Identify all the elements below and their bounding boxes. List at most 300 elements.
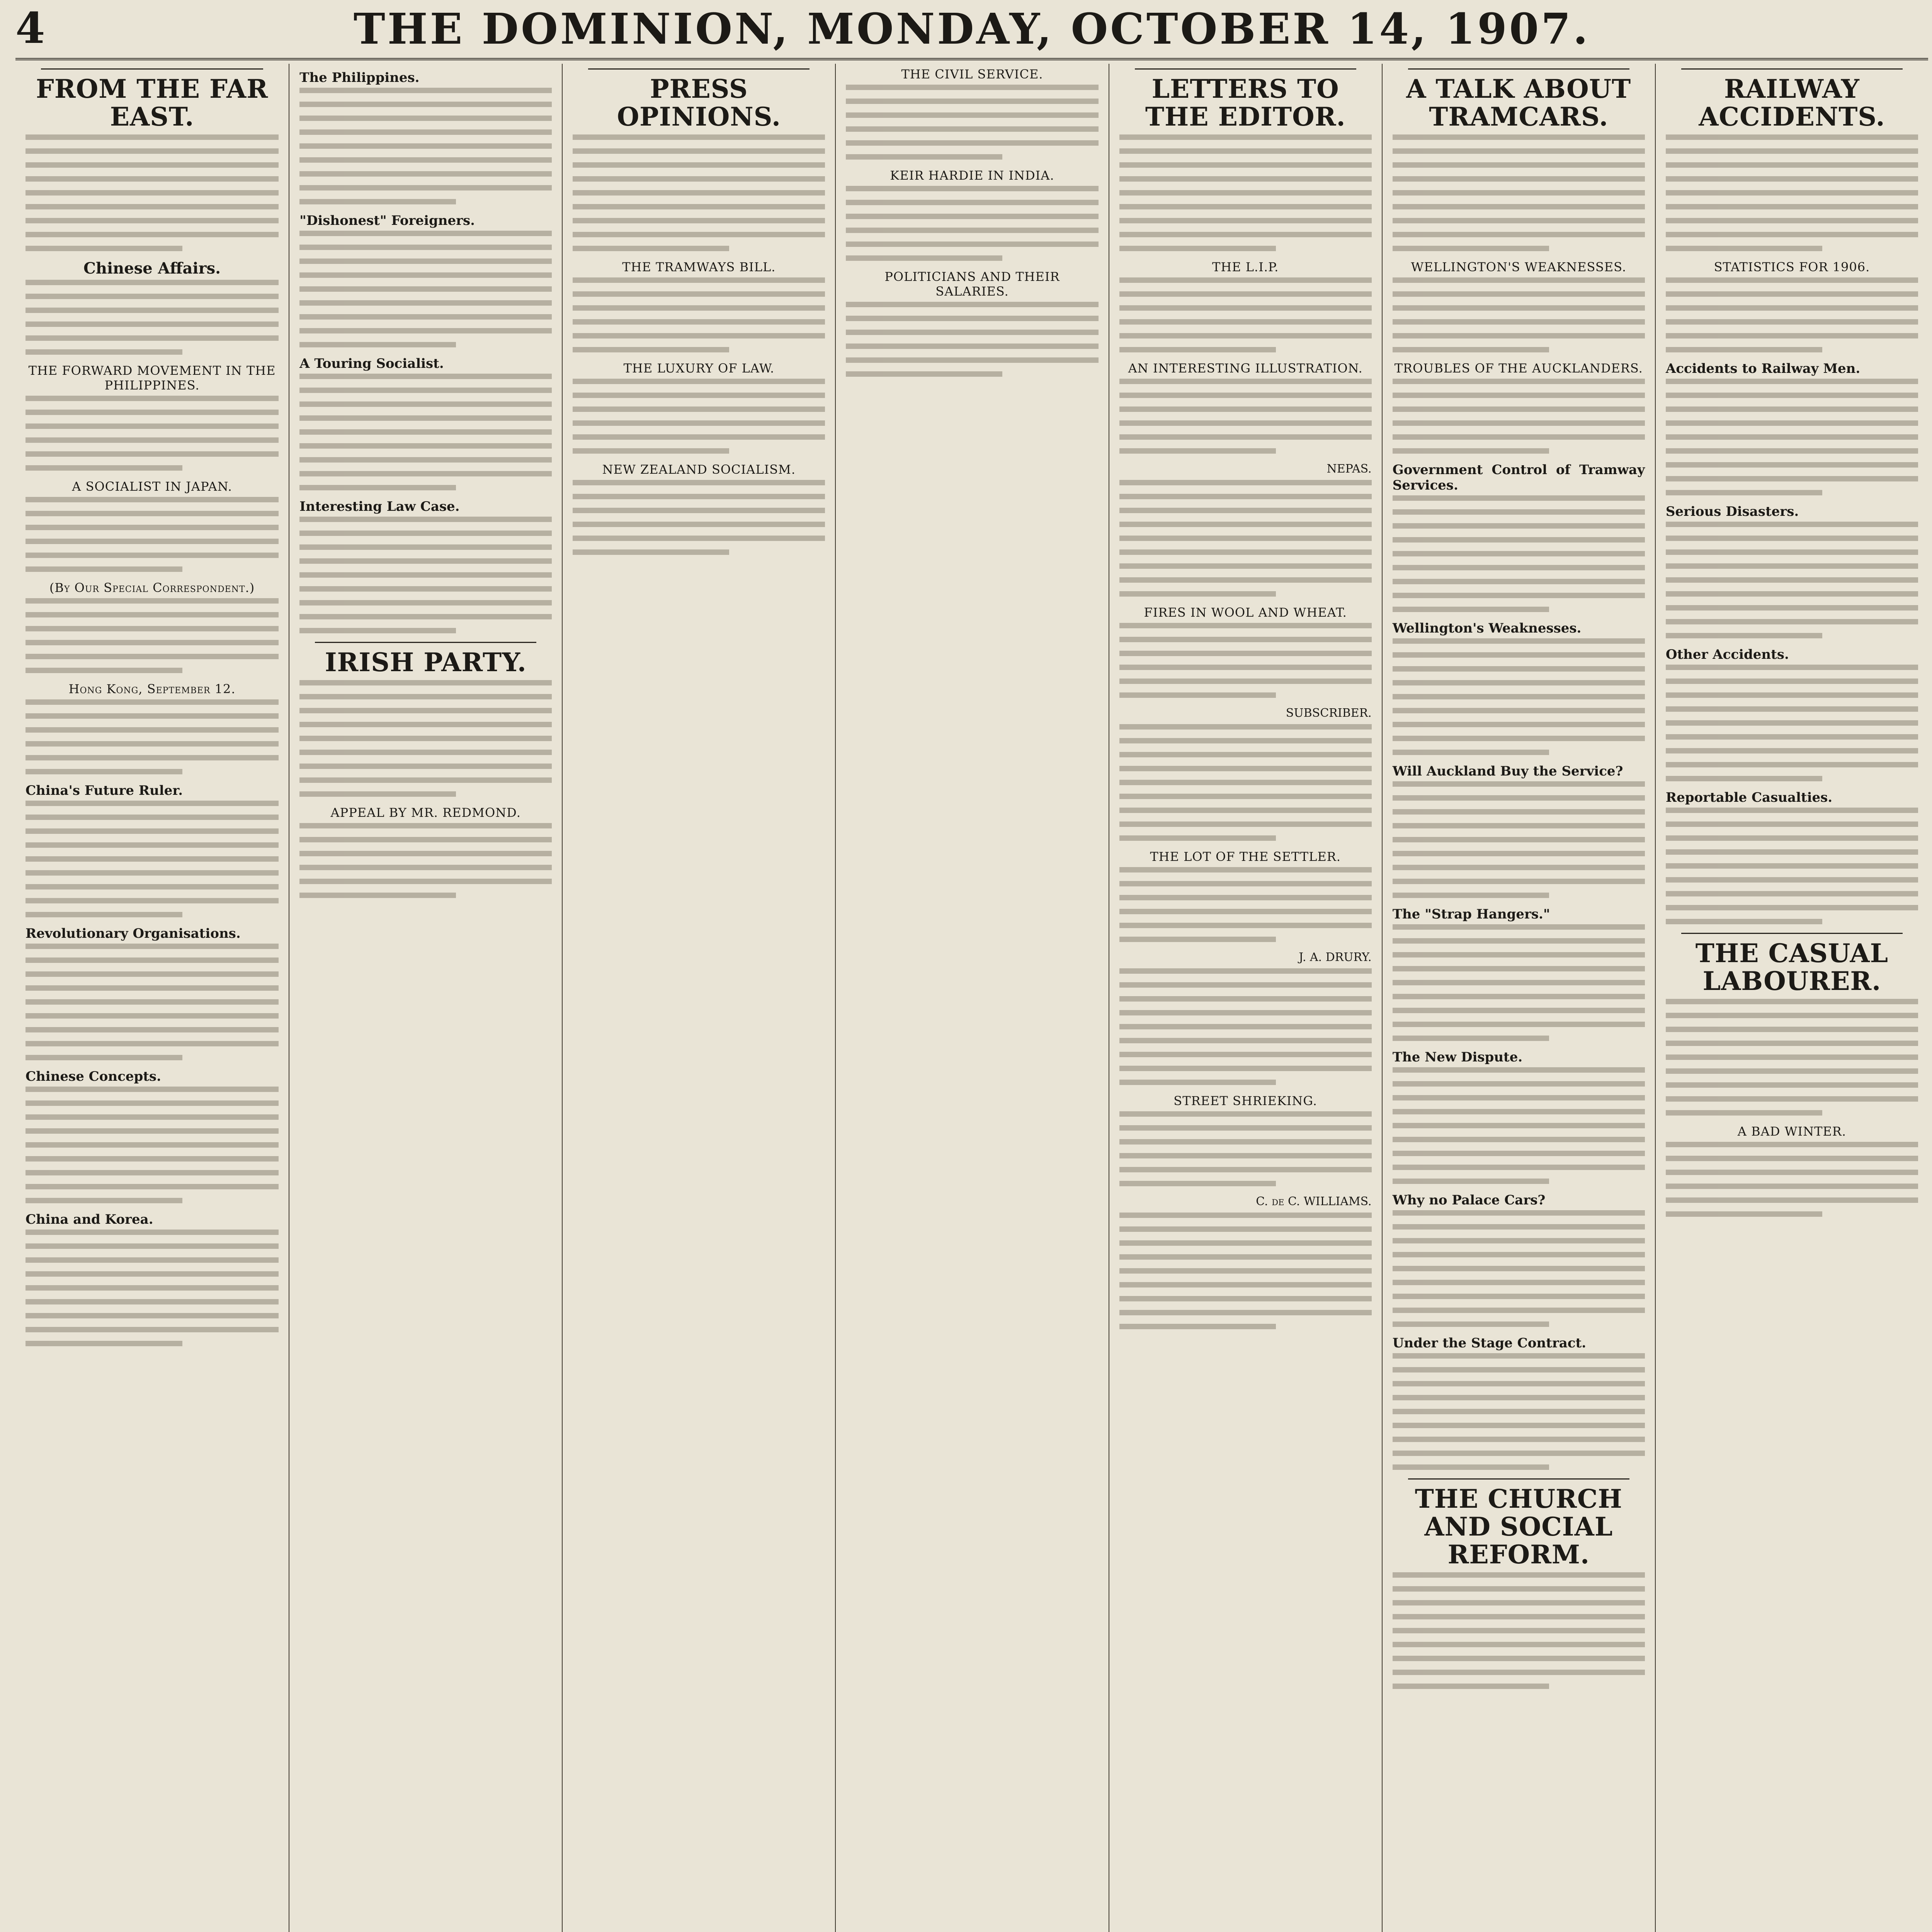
body-text-line <box>1119 835 1276 841</box>
body-text-line <box>1393 1600 1645 1605</box>
body-text-line <box>26 971 279 977</box>
body-text-line <box>1119 794 1372 799</box>
body-text-line <box>1393 393 1645 398</box>
body-text-line <box>573 148 825 154</box>
body-text-line <box>26 497 279 502</box>
section-heading: A SOCIALIST IN JAPAN. <box>72 479 232 494</box>
body-text-line <box>573 508 825 513</box>
body-text-line <box>1393 1266 1645 1271</box>
body-text-line <box>1119 246 1276 251</box>
body-text-line <box>846 344 1098 349</box>
body-text-line <box>1666 162 1918 168</box>
body-text-line <box>1393 305 1645 311</box>
body-text-line <box>1393 1151 1645 1156</box>
body-text-line <box>1393 1022 1645 1027</box>
paragraph-title: Government Control of Tramway Services. <box>1392 462 1645 493</box>
body-text-line <box>26 321 279 327</box>
body-text-line <box>299 764 552 769</box>
body-text-line <box>299 231 552 236</box>
body-text-line <box>1393 176 1645 182</box>
body-text-line <box>1119 1111 1372 1117</box>
body-text-line <box>1666 462 1918 468</box>
body-text-line <box>573 347 729 352</box>
body-text-line <box>573 420 825 426</box>
paragraph-title: Chinese Concepts. <box>26 1069 161 1084</box>
article-headline: THE CASUAL LABOURER. <box>1695 938 1889 996</box>
article-headline: THE CHURCH AND SOCIAL REFORM. <box>1415 1484 1622 1570</box>
body-text-line <box>26 1285 279 1291</box>
body-text-line <box>1393 1123 1645 1128</box>
body-text-line <box>1119 379 1372 384</box>
body-text-line <box>1393 865 1645 870</box>
body-text-line <box>299 116 552 121</box>
body-text-line <box>1119 1310 1372 1315</box>
body-text-line <box>1119 277 1372 283</box>
body-text-line <box>573 176 825 182</box>
body-text-line <box>26 741 279 747</box>
body-text-line <box>1666 1027 1918 1032</box>
body-text-line <box>26 190 279 196</box>
body-text-line <box>573 246 729 251</box>
body-text-line <box>26 1184 279 1189</box>
body-text-line <box>1119 1240 1372 1246</box>
body-text-line <box>1393 1179 1549 1184</box>
body-text-line <box>26 204 279 209</box>
body-text-line <box>1393 952 1645 957</box>
body-text-line <box>1666 232 1918 237</box>
body-text-line <box>1119 1296 1372 1301</box>
body-text-line <box>1666 605 1918 611</box>
letter-signature: NEPAS. <box>1327 462 1372 476</box>
body-text-line <box>1393 148 1645 154</box>
body-text-line <box>1666 333 1918 338</box>
body-text-line <box>1666 536 1918 541</box>
section-heading: THE LOT OF THE SETTLER. <box>1150 849 1341 864</box>
body-text-line <box>299 401 552 407</box>
body-text-line <box>26 410 279 415</box>
body-text-line <box>26 668 182 673</box>
letter-signature: J. A. DRURY. <box>1299 951 1372 964</box>
body-text-line <box>26 944 279 949</box>
body-text-line <box>299 558 552 564</box>
body-text-line <box>1666 563 1918 569</box>
body-text-line <box>1393 162 1645 168</box>
section-heading: STATISTICS FOR 1906. <box>1714 260 1870 274</box>
body-text-line <box>26 815 279 820</box>
body-text-line <box>1666 1170 1918 1175</box>
body-text-line <box>573 277 825 283</box>
body-text-line <box>1666 134 1918 140</box>
body-text-line <box>1393 319 1645 325</box>
section-heading: (By Our Special Correspondent.) <box>49 580 255 595</box>
body-text-line <box>1119 679 1372 684</box>
body-text-line <box>1393 523 1645 529</box>
body-text-line <box>299 722 552 727</box>
body-text-line <box>26 1027 279 1032</box>
paragraph-title: Revolutionary Organisations. <box>26 926 241 941</box>
divider <box>315 642 536 643</box>
body-text-line <box>1666 591 1918 597</box>
body-text-line <box>26 308 279 313</box>
body-text-line <box>1119 319 1372 325</box>
section-heading: THE CIVIL SERVICE. <box>901 67 1043 82</box>
body-text-line <box>1666 633 1822 638</box>
body-text-line <box>26 856 279 862</box>
divider <box>1135 68 1356 70</box>
body-text-line <box>1393 994 1645 999</box>
body-text-line <box>1393 1036 1549 1041</box>
body-text-line <box>299 443 552 449</box>
body-text-line <box>1666 905 1918 910</box>
letter-signature: SUBSCRIBER. <box>1286 706 1372 720</box>
body-text-line <box>1666 1197 1918 1203</box>
body-text-line <box>299 415 552 421</box>
body-text-line <box>26 148 279 154</box>
body-text-line <box>1666 1156 1918 1161</box>
section-heading: FIRES IN WOOL AND WHEAT. <box>1144 605 1347 620</box>
body-text-line <box>299 272 552 278</box>
divider <box>1681 68 1903 70</box>
body-text-line <box>1393 420 1645 426</box>
paragraph-title: China and Korea. <box>26 1212 153 1227</box>
body-text-line <box>1666 218 1918 223</box>
body-text-line <box>1393 579 1645 584</box>
body-text-line <box>1119 637 1372 642</box>
body-text-line <box>26 1327 279 1332</box>
body-text-line <box>1393 1586 1645 1592</box>
body-text-line <box>1393 537 1645 543</box>
body-text-line <box>573 494 825 499</box>
body-text-line <box>26 801 279 806</box>
body-text-line <box>1393 694 1645 699</box>
body-text-line <box>26 280 279 285</box>
body-text-line <box>1393 1684 1549 1689</box>
body-text-line <box>1393 1656 1645 1661</box>
body-text-line <box>299 129 552 135</box>
body-text-line <box>1393 1367 1645 1372</box>
body-text-line <box>1393 509 1645 515</box>
body-text-line <box>1666 1082 1918 1088</box>
body-text-line <box>573 162 825 168</box>
body-text-line <box>846 140 1098 146</box>
body-text-line <box>1119 1254 1372 1260</box>
body-text-line <box>1119 724 1372 730</box>
body-text-line <box>1666 665 1918 670</box>
body-text-line <box>846 154 1002 160</box>
body-text-line <box>1119 968 1372 974</box>
body-text-line <box>1393 607 1549 612</box>
body-text-line <box>1393 823 1645 828</box>
body-text-line <box>1666 1068 1918 1074</box>
column-2 <box>289 64 562 1932</box>
section-heading: Hong Kong, September 12. <box>68 682 236 696</box>
body-text-line <box>1666 577 1918 583</box>
body-text-line <box>1393 347 1549 352</box>
body-text-line <box>26 451 279 457</box>
body-text-line <box>573 190 825 196</box>
body-text-line <box>573 291 825 297</box>
body-text-line <box>1119 996 1372 1002</box>
body-text-line <box>846 302 1098 307</box>
body-text-line <box>1666 406 1918 412</box>
body-text-line <box>1666 148 1918 154</box>
divider <box>1681 933 1903 934</box>
body-text-line <box>1393 406 1645 412</box>
body-text-line <box>26 511 279 516</box>
body-text-line <box>299 572 552 578</box>
body-text-line <box>1393 134 1645 140</box>
body-text-line <box>299 471 552 476</box>
body-text-line <box>1393 1628 1645 1633</box>
body-text-line <box>1666 305 1918 311</box>
body-text-line <box>1393 938 1645 944</box>
body-text-line <box>299 708 552 713</box>
body-text-line <box>1119 1153 1372 1158</box>
body-text-line <box>1666 776 1822 781</box>
body-text-line <box>1666 748 1918 753</box>
body-text-line <box>26 1257 279 1263</box>
body-text-line <box>1393 1280 1645 1285</box>
body-text-line <box>26 539 279 544</box>
body-text-line <box>299 429 552 435</box>
paper-title: THE DOMINION, MONDAY, OCTOBER 14, 1907. <box>353 4 1590 54</box>
body-text-line <box>299 457 552 463</box>
body-text-line <box>299 851 552 856</box>
body-text-line <box>1666 1013 1918 1018</box>
body-text-line <box>1393 809 1645 815</box>
body-text-line <box>1393 434 1645 440</box>
body-text-line <box>26 335 279 341</box>
body-text-line <box>1666 849 1918 855</box>
body-text-line <box>1666 891 1918 896</box>
body-text-line <box>26 162 279 168</box>
body-text-line <box>1119 1213 1372 1218</box>
article-headline: IRISH PARTY. <box>325 647 527 677</box>
columns <box>15 64 1928 1932</box>
body-text-line <box>1393 448 1549 454</box>
body-text-line <box>846 371 1002 377</box>
body-text-line <box>299 736 552 741</box>
body-text-line <box>299 88 552 93</box>
body-text-line <box>846 126 1098 132</box>
column-6 <box>1382 64 1655 1932</box>
body-text-line <box>1119 1181 1276 1186</box>
body-text-line <box>26 349 182 355</box>
paragraph-title: Wellington's Weaknesses. <box>1392 621 1582 636</box>
body-text-line <box>1119 1324 1276 1329</box>
body-text-line <box>1666 706 1918 712</box>
body-text-line <box>1393 722 1645 727</box>
paragraph-title: Under the Stage Contract. <box>1392 1335 1587 1351</box>
body-text-line <box>299 614 552 619</box>
article-headline: FROM THE FAR EAST. <box>36 74 269 132</box>
paragraph-title: Why no Palace Cars? <box>1392 1192 1546 1208</box>
article-headline: RAILWAY ACCIDENTS. <box>1699 74 1885 132</box>
body-text-line <box>1393 1423 1645 1428</box>
body-text-line <box>26 232 279 237</box>
masthead <box>15 0 1928 60</box>
body-text-line <box>573 379 825 384</box>
body-text-line <box>1666 999 1918 1004</box>
section-heading: STREET SHRIEKING. <box>1173 1094 1317 1108</box>
body-text-line <box>1393 1670 1645 1675</box>
body-text-line <box>1119 420 1372 426</box>
body-text-line <box>1119 1282 1372 1287</box>
body-text-line <box>1119 692 1276 698</box>
body-text-line <box>26 1243 279 1249</box>
paragraph-title: The "Strap Hangers." <box>1392 906 1550 922</box>
body-text-line <box>846 200 1098 205</box>
body-text-line <box>1666 291 1918 297</box>
body-text-line <box>1666 919 1822 924</box>
body-text-line <box>1666 490 1822 495</box>
body-text-line <box>1393 379 1645 384</box>
body-text-line <box>1119 347 1276 352</box>
body-text-line <box>26 884 279 889</box>
body-text-line <box>846 186 1098 191</box>
body-text-line <box>1119 1268 1372 1274</box>
body-text-line <box>26 525 279 530</box>
body-text-line <box>846 112 1098 118</box>
body-text-line <box>26 176 279 182</box>
body-text-line <box>1666 379 1918 384</box>
body-text-line <box>1119 821 1372 827</box>
body-text-line <box>1393 1395 1645 1400</box>
body-text-line <box>1666 821 1918 827</box>
body-text-line <box>1393 1008 1645 1013</box>
paragraph-title: "Dishonest" Foreigners. <box>299 213 475 228</box>
body-text-line <box>26 828 279 834</box>
body-text-line <box>1119 1066 1372 1071</box>
body-text-line <box>1393 1137 1645 1142</box>
body-text-line <box>573 134 825 140</box>
body-text-line <box>1119 305 1372 311</box>
body-text-line <box>1119 1038 1372 1043</box>
body-text-line <box>1666 246 1822 251</box>
body-text-line <box>1666 734 1918 740</box>
section-heading: AN INTERESTING ILLUSTRATION. <box>1128 361 1363 376</box>
body-text-line <box>573 393 825 398</box>
body-text-line <box>299 102 552 107</box>
body-text-line <box>299 823 552 828</box>
body-text-line <box>1666 692 1918 698</box>
body-text-line <box>26 755 279 760</box>
column-5 <box>1109 64 1382 1932</box>
body-text-line <box>1119 508 1372 513</box>
article-headline: A TALK ABOUT TRAMCARS. <box>1406 74 1631 132</box>
paragraph-title: A Touring Socialist. <box>299 356 444 371</box>
body-text-line <box>1119 577 1372 583</box>
section-heading: NEW ZEALAND SOCIALISM. <box>602 462 796 477</box>
body-text-line <box>26 699 279 705</box>
body-text-line <box>1393 291 1645 297</box>
body-text-line <box>1119 549 1372 555</box>
paragraph-title: Will Auckland Buy the Service? <box>1392 764 1623 779</box>
body-text-line <box>299 314 552 320</box>
body-text-line <box>1393 966 1645 971</box>
section-heading: THE L.I.P. <box>1212 260 1279 274</box>
body-text-line <box>1119 895 1372 900</box>
body-text-line <box>1393 1095 1645 1100</box>
body-text-line <box>1666 808 1918 813</box>
body-text-line <box>1393 1109 1645 1114</box>
page-number: 4 <box>15 3 45 53</box>
body-text-line <box>1393 795 1645 801</box>
body-text-line <box>1393 893 1549 898</box>
article-headline: PRESS OPINIONS. <box>617 74 781 132</box>
paragraph-title: China's Future Ruler. <box>26 783 183 798</box>
column-3 <box>562 64 835 1932</box>
body-text-line <box>1666 1041 1918 1046</box>
body-text-line <box>299 865 552 870</box>
body-text-line <box>1119 1052 1372 1057</box>
body-text-line <box>573 522 825 527</box>
body-text-line <box>1393 1451 1645 1456</box>
body-text-line <box>1119 1226 1372 1232</box>
body-text-line <box>846 255 1002 261</box>
body-text-line <box>1393 1238 1645 1243</box>
body-text-line <box>846 99 1098 104</box>
body-text-line <box>573 480 825 485</box>
body-text-line <box>1393 1614 1645 1619</box>
body-text-line <box>846 316 1098 321</box>
body-text-line <box>26 654 279 659</box>
body-text-line <box>1666 190 1918 196</box>
section-heading: A BAD WINTER. <box>1737 1124 1847 1139</box>
body-text-line <box>1393 666 1645 672</box>
body-text-line <box>26 134 279 140</box>
letter-signature: C. de C. WILLIAMS. <box>1256 1195 1372 1208</box>
body-text-line <box>1393 879 1645 884</box>
body-text-line <box>1393 593 1645 598</box>
body-text-line <box>26 465 182 471</box>
body-text-line <box>846 242 1098 247</box>
body-text-line <box>299 300 552 306</box>
body-text-line <box>26 218 279 223</box>
body-text-line <box>1119 982 1372 988</box>
body-text-line <box>26 566 182 572</box>
body-text-line <box>1666 1184 1918 1189</box>
body-text-line <box>26 999 279 1005</box>
body-text-line <box>26 870 279 876</box>
body-text-line <box>1119 1010 1372 1015</box>
body-text-line <box>299 143 552 149</box>
body-text-line <box>299 628 456 633</box>
body-text-line <box>299 837 552 842</box>
body-text-line <box>1666 863 1918 869</box>
body-text-line <box>1119 909 1372 914</box>
body-text-line <box>26 727 279 733</box>
body-text-line <box>1119 148 1372 154</box>
paragraph-title: Interesting Law Case. <box>299 499 460 514</box>
body-text-line <box>1393 924 1645 930</box>
body-text-line <box>26 1041 279 1046</box>
body-text-line <box>1666 476 1918 481</box>
body-text-line <box>1393 204 1645 209</box>
body-text-line <box>26 1100 279 1106</box>
body-text-line <box>1666 1110 1822 1116</box>
body-text-line <box>26 1271 279 1277</box>
body-text-line <box>1119 333 1372 338</box>
body-text-line <box>1666 762 1918 767</box>
body-text-line <box>1119 623 1372 628</box>
body-text-line <box>26 713 279 719</box>
paragraph-title: Accidents to Railway Men. <box>1665 361 1861 376</box>
body-text-line <box>26 640 279 645</box>
body-text-line <box>299 893 456 898</box>
body-text-line <box>299 680 552 685</box>
body-text-line <box>1393 851 1645 856</box>
